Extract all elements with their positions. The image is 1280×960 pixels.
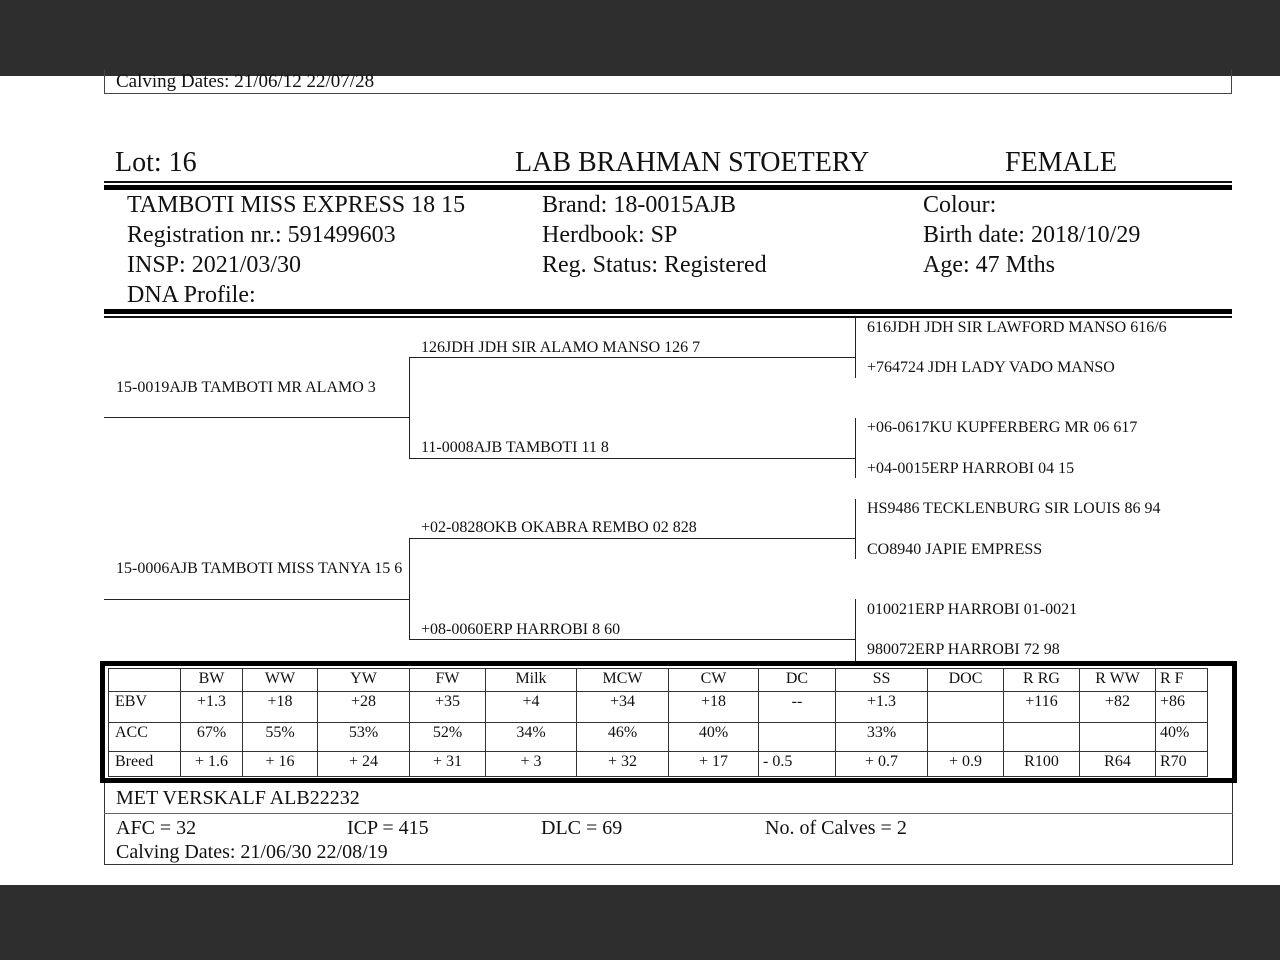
ebv-cell: +35 [410,692,486,723]
breed-cell: + 16 [243,752,318,777]
reg-status: Reg. Status: Registered [542,252,767,278]
remarks: MET VERSKALF ALB22232 [116,787,360,809]
ebv-cell [928,692,1004,723]
ebv-col-header: Milk [486,669,577,692]
acc-row-label: ACC [109,723,181,752]
breed-cell: + 1.6 [181,752,243,777]
acc-cell: 40% [669,723,759,752]
pedigree-gen3-4: +04-0015ERP HARROBI 04 15 [867,460,1075,477]
lot-number: Lot: 16 [115,147,197,178]
acc-cell: 40% [1156,723,1208,752]
acc-cell: 33% [836,723,928,752]
age: Age: 47 Mths [923,252,1055,278]
pedigree-gen3-bracket-3 [855,499,856,559]
sex-label: FEMALE [1005,147,1117,178]
viewer-bottom-bar [0,885,1280,960]
breeder-name: LAB BRAHMAN STOETERY [515,147,870,178]
pedigree-gen3-bracket-1 [855,318,856,378]
breed-cell: R70 [1156,752,1208,777]
pedigree-dam-dam: +08-0060ERP HARROBI 8 60 [421,621,621,638]
registration-number: Registration nr.: 591499603 [127,222,396,248]
pedigree-gen3-2: +764724 JDH LADY VADO MANSO [867,359,1115,376]
breed-cell: R100 [1004,752,1080,777]
colour: Colour: [923,192,997,218]
breed-cell: - 0.5 [759,752,836,777]
ebv-cell: +34 [577,692,669,723]
acc-cell: 55% [243,723,318,752]
ebv-table [108,668,1208,777]
pedigree-gen3-3: +06-0617KU KUPFERBERG MR 06 617 [867,419,1138,436]
ebv-row [109,692,1208,723]
herdbook: Herdbook: SP [542,222,678,248]
ebv-col-header: MCW [577,669,669,692]
ebv-cell: +82 [1080,692,1156,723]
pedigree-gen3-bracket-2 [855,418,856,478]
ebv-cell: -- [759,692,836,723]
ebv-col-header: R F [1156,669,1208,692]
pedigree-gen3-6: CO8940 JAPIE EMPRESS [867,541,1043,558]
pedigree-gen3-bracket-4 [855,599,856,661]
pedigree-sire-sire-line [409,357,856,358]
brand: Brand: 18-0015AJB [542,192,736,218]
birth-date: Birth date: 2018/10/29 [923,222,1141,248]
breed-cell: + 24 [318,752,410,777]
pedigree-dam: 15-0006AJB TAMBOTI MISS TANYA 15 6 [116,560,403,577]
info-rule-thick [104,309,1232,314]
pedigree-gen3-8: 980072ERP HARROBI 72 98 [867,641,1060,658]
pedigree-sire: 15-0019AJB TAMBOTI MR ALAMO 3 [116,379,376,396]
ebv-cell: +18 [243,692,318,723]
pedigree-sire-dam: 11-0008AJB TAMBOTI 11 8 [421,439,609,456]
pedigree-sire-dam-line [409,458,856,459]
acc-cell: 52% [410,723,486,752]
ebv-cell: +4 [486,692,577,723]
pedigree-dam-bracket [409,538,410,640]
ebv-col-header: WW [243,669,318,692]
animal-info-col1 [127,190,465,310]
ebv-cell: +116 [1004,692,1080,723]
ebv-col-header: BW [181,669,243,692]
ebv-col-header: YW [318,669,410,692]
afc: AFC = 32 [116,817,197,839]
ebv-cell: +18 [669,692,759,723]
breed-cell: + 0.9 [928,752,1004,777]
breed-cell: + 17 [669,752,759,777]
viewer-top-bar [0,0,1280,76]
animal-info-col2 [542,190,767,280]
number-of-calves: No. of Calves = 2 [765,817,907,839]
icp: ICP = 415 [347,817,429,839]
pedigree-sire-line [104,417,410,418]
ebv-col-header: R RG [1004,669,1080,692]
pedigree-sire-bracket [409,357,410,459]
ebv-header-row [109,669,1208,692]
breed-cell: + 32 [577,752,669,777]
breed-row [109,752,1208,777]
dna-profile: DNA Profile: [127,282,256,308]
pedigree-dam-sire: +02-0828OKB OKABRA REMBO 02 828 [421,519,697,536]
previous-calving-dates: Calving Dates: 21/06/12 22/07/28 [116,71,375,92]
acc-cell: 67% [181,723,243,752]
acc-cell [928,723,1004,752]
acc-cell: 53% [318,723,410,752]
breed-cell: + 0.7 [836,752,928,777]
calving-dates: Calving Dates: 21/06/30 22/08/19 [116,841,388,863]
breed-cell: + 3 [486,752,577,777]
ebv-col-header: R WW [1080,669,1156,692]
pedigree-gen3-7: 010021ERP HARROBI 01-0021 [867,601,1078,618]
acc-cell [1004,723,1080,752]
ebv-col-header: DC [759,669,836,692]
acc-cell: 34% [486,723,577,752]
ebv-cell: +28 [318,692,410,723]
ebv-cell: +86 [1156,692,1208,723]
remarks-divider [104,813,1233,814]
pedigree-gen3-5: HS9486 TECKLENBURG SIR LOUIS 86 94 [867,500,1161,517]
acc-row [109,723,1208,752]
ebv-cell: +1.3 [181,692,243,723]
pedigree-dam-dam-line [409,639,856,640]
acc-cell: 46% [577,723,669,752]
breed-row-label: Breed [109,752,181,777]
dlc: DLC = 69 [541,817,623,839]
pedigree-dam-sire-line [409,538,856,539]
header-rule-thin [104,181,1232,183]
acc-cell [759,723,836,752]
ebv-col-header [109,669,181,692]
ebv-col-header: SS [836,669,928,692]
acc-cell [1080,723,1156,752]
pedigree-sire-sire: 126JDH JDH SIR ALAMO MANSO 126 7 [421,339,701,356]
ebv-row-label: EBV [109,692,181,723]
ebv-cell: +1.3 [836,692,928,723]
insp-date: INSP: 2021/03/30 [127,252,302,278]
animal-info-col3 [923,190,1140,280]
breed-cell: + 31 [410,752,486,777]
animal-name: TAMBOTI MISS EXPRESS 18 15 [127,192,466,218]
pedigree-dam-line [104,599,410,600]
pedigree-gen3-1: 616JDH JDH SIR LAWFORD MANSO 616/6 [867,319,1167,336]
ebv-col-header: CW [669,669,759,692]
ebv-col-header: FW [410,669,486,692]
ebv-col-header: DOC [928,669,1004,692]
breed-cell: R64 [1080,752,1156,777]
